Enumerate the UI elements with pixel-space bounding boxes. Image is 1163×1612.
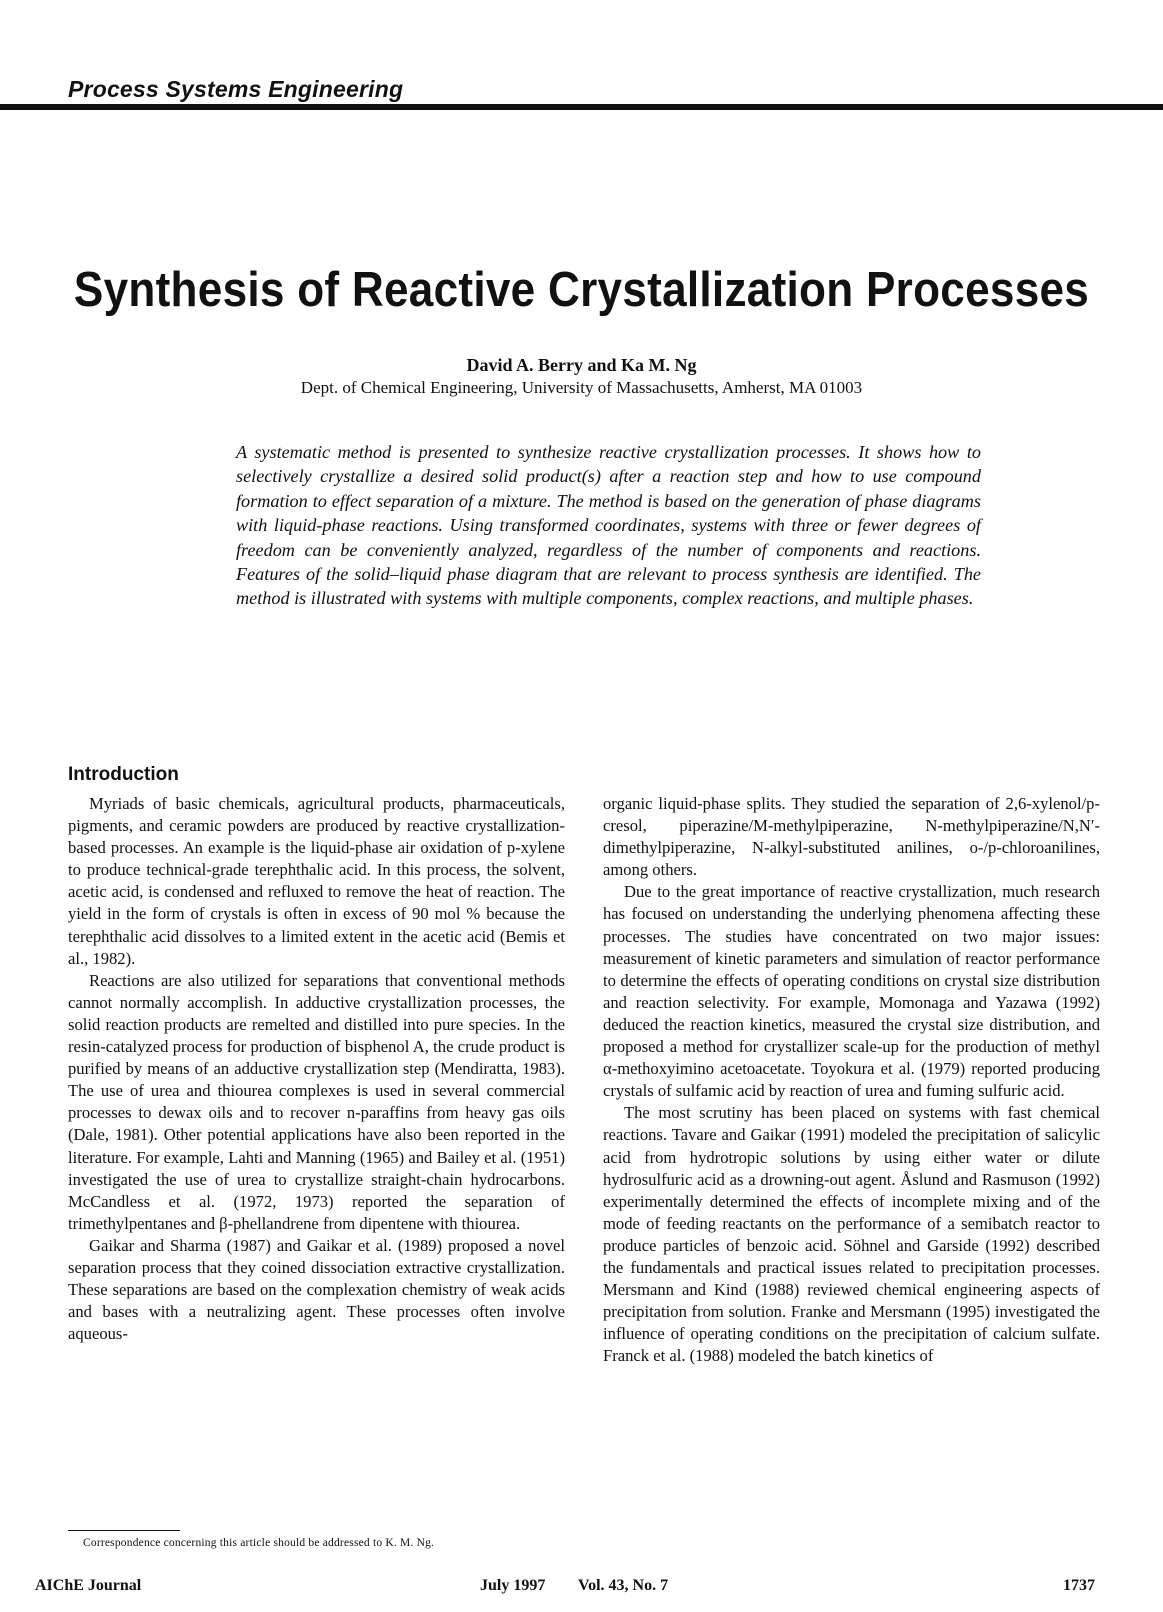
footnote: Correspondence concerning this article should be addressed to K. M. Ng. xyxy=(83,1537,435,1549)
footnote-rule xyxy=(68,1530,180,1531)
header-rule xyxy=(0,104,1163,110)
right-column xyxy=(603,793,1100,1367)
body-paragraph: Reactions are also utilized for separations that conventional methods cannot normally accomplish. In adductive crystallization processes, the solid reaction products are remelted and distilled into pure species. In the resin-catalyzed process for production of bisphenol A, the crude product is purified by means of an adductive crystallization step (Mendiratta, 1983). The use of urea and thiourea complexes is used in several commercial processes to dewax oils and to recover n-paraffins from heavy gas oils (Dale, 1981). Other potential applications have also been reported in the literature. For example, Lahti and Manning (1965) and Bailey et al. (1951) investigated the use of urea to crystallize straight-chain hydrocarbons. McCandless et al. (1972, 1973) reported the separation of trimethylpentanes and β-phellandrene from dipentene with thiourea. xyxy=(68,970,565,1233)
left-column xyxy=(68,793,565,1345)
body-paragraph: Gaikar and Sharma (1987) and Gaikar et al. (1989) proposed a novel separation process that they coined dissociation extractive crystallization. These separations are based on the complexation chemistry of weak acids and bases with a neutralizing agent. These processes often involve aqueous- xyxy=(68,1235,565,1344)
article-title: Synthesis of Reactive Crystallization Processes xyxy=(73,263,1090,317)
footer-journal: AIChE Journal xyxy=(35,1577,142,1594)
body-paragraph: Myriads of basic chemicals, agricultural products, pharmaceuticals, pigments, and ceramic powders are produced by reactive crystallization-based processes. An example is the liquid-phase air oxidation of p-xylene to produce technical-grade terephthalic acid. In this process, the solvent, acetic acid, is condensed and refluxed to remove the heat of reaction. The yield in the form of crystals is often in excess of 90 mol % because the terephthalic acid dissolves to a limited extent in the acetic acid (Bemis et al., 1982). xyxy=(68,794,565,968)
section-label: Process Systems Engineering xyxy=(68,76,404,102)
introduction-heading: Introduction xyxy=(68,764,179,785)
footer-date: July 1997 xyxy=(480,1577,546,1594)
footer-page-number: 1737 xyxy=(1063,1577,1095,1594)
body-paragraph: The most scrutiny has been placed on systems with fast chemical reactions. Tavare and Gaikar (1991) modeled the precipitation of salicylic acid from hydrotropic solutions by using either water or dilute hydrosulfuric acid as a drowning-out agent. Åslund and Rasmuson (1992) experimentally determined the effects of incomplete mixing and of the mode of feeding reactants on the performance of a semibatch reactor to produce particles of benzoic acid. Söhnel and Garside (1992) described the fundamentals and practical issues related to precipitation processes. Mersmann and Kind (1988) reviewed chemical engineering aspects of precipitation from solution. Franke and Mersmann (1995) investigated the influence of operating conditions on the precipitation of calcium sulfate. Franck et al. (1988) modeled the batch kinetics of xyxy=(603,1103,1100,1366)
article-authors: David A. Berry and Ka M. Ng xyxy=(466,355,697,375)
abstract: A systematic method is presented to synthesize reactive crystallization processes. It shows how to selectively crystallize a desired solid product(s) after a reaction step and how to use compound formation to effect separation of a mixture. The method is based on the generation of phase diagrams with liquid-phase reactions. Using transformed coordinates, systems with three or fewer degrees of freedom can be conveniently analyzed, regardless of the number of components and reactions. Features of the solid–liquid phase diagram that are relevant to process synthesis are identified. The method is illustrated with systems with multiple components, complex reactions, and multiple phases. xyxy=(236,442,981,609)
footer-volume: Vol. 43, No. 7 xyxy=(578,1577,669,1594)
article-affiliation: Dept. of Chemical Engineering, University of Massachusetts, Amherst, MA 01003 xyxy=(300,378,863,397)
body-paragraph: organic liquid-phase splits. They studied the separation of 2,6-xylenol/p-cresol, piperazine/M-methylpiperazine, N-methylpiperazine/N,N′-dimethylpiperazine, N-alkyl-substituted anilines, o-/p-chloroanilines, among others. xyxy=(603,794,1100,880)
body-paragraph: Due to the great importance of reactive crystallization, much research has focused on understanding the underlying phenomena affecting these processes. The studies have concentrated on two major issues: measurement of kinetic parameters and simulation of reactor performance to determine the effects of operating conditions on crystal size distribution and reaction selectivity. For example, Momonaga and Yazawa (1992) deduced the reaction kinetics, measured the crystal size distribution, and proposed a method for crystallizer scale-up for the production of methyl α-methoxyimino acetoacetate. Toyokura et al. (1979) reported producing crystals of sulfamic acid by reaction of urea and fuming sulfuric acid. xyxy=(603,882,1100,1101)
